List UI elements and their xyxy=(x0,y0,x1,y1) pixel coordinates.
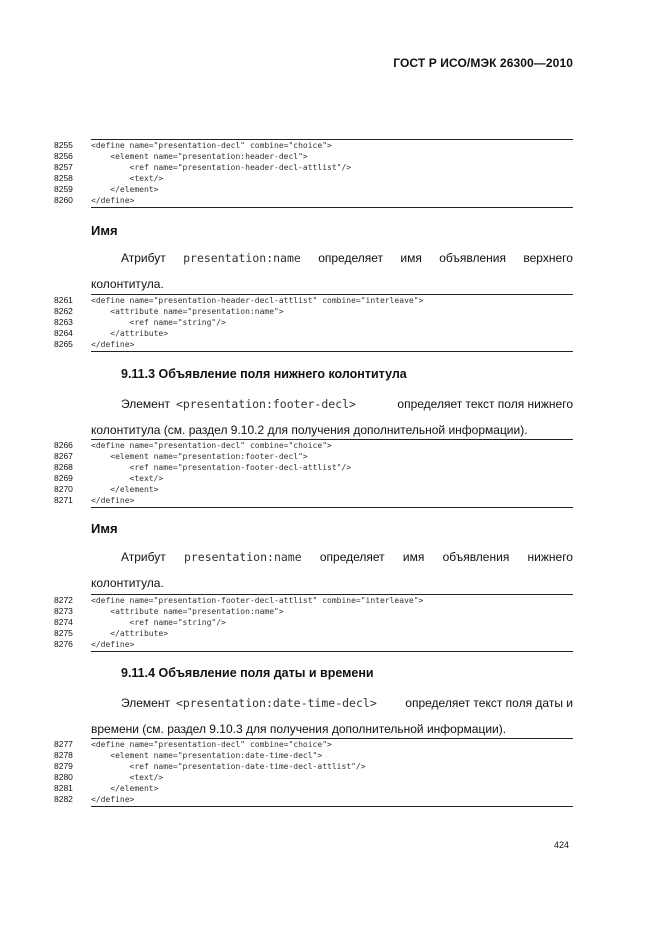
element-name-code: <presentation:footer-decl> xyxy=(175,397,356,411)
para1-word: верхнего xyxy=(523,251,573,265)
line-number: 8257 xyxy=(54,162,73,172)
para3-word: Атрибут xyxy=(121,550,166,564)
document-header: ГОСТ Р ИСО/МЭК 26300—2010 xyxy=(393,56,573,70)
line-number: 8270 xyxy=(54,484,73,494)
code-line: </define> xyxy=(91,340,135,349)
attribute-name-code: presentation:name xyxy=(183,550,302,564)
para1-word: имя xyxy=(400,251,422,265)
line-number: 8273 xyxy=(54,606,73,616)
code-area xyxy=(91,738,573,807)
line-number: 8266 xyxy=(54,440,73,450)
line-number: 8261 xyxy=(54,295,73,305)
code-block-5 xyxy=(54,738,573,808)
line-number: 8262 xyxy=(54,306,73,316)
line-number: 8279 xyxy=(54,761,73,771)
code-line: <text/> xyxy=(91,174,164,183)
para1-word: Атрибут xyxy=(121,251,166,265)
code-line: <define name="presentation-footer-decl-attlist" combine="interleave"> xyxy=(91,596,424,605)
code-line: <text/> xyxy=(91,773,164,782)
code-block-2 xyxy=(54,294,573,353)
code-area xyxy=(91,594,573,652)
code-line: <define name="presentation-header-decl-attlist" combine="interleave"> xyxy=(91,296,424,305)
code-line: <element name="presentation:date-time-decl"> xyxy=(91,751,323,760)
para1-word: объявления xyxy=(439,251,506,265)
line-number: 8258 xyxy=(54,173,73,183)
code-line: </element> xyxy=(91,485,159,494)
line-number: 8265 xyxy=(54,339,73,349)
paragraph-4 xyxy=(91,690,573,742)
line-number: 8259 xyxy=(54,184,73,194)
code-line: <element name="presentation:footer-decl"> xyxy=(91,452,308,461)
code-line: </define> xyxy=(91,496,135,505)
code-line: <ref name="presentation-date-time-decl-attlist"/> xyxy=(91,762,366,771)
line-number: 8263 xyxy=(54,317,73,327)
para4-word: Элемент xyxy=(121,696,170,710)
line-number: 8280 xyxy=(54,772,73,782)
code-line: <ref name="presentation-header-decl-attlist"/> xyxy=(91,163,352,172)
name-heading-1: Имя xyxy=(91,223,118,238)
code-area xyxy=(91,294,573,352)
code-block-1 xyxy=(54,139,573,209)
line-number: 8281 xyxy=(54,783,73,793)
code-line: <ref name="presentation-footer-decl-attlist"/> xyxy=(91,463,352,472)
line-number: 8255 xyxy=(54,140,73,150)
code-line: </define> xyxy=(91,795,135,804)
para1-line2: колонтитула. xyxy=(91,277,164,291)
attribute-name-code: presentation:name xyxy=(183,251,301,265)
code-line: <ref name="string"/> xyxy=(91,618,226,627)
section-heading-9-11-4: 9.11.4 Объявление поля даты и времени xyxy=(121,666,374,680)
code-line: </define> xyxy=(91,640,135,649)
para3-line2: колонтитула. xyxy=(91,576,164,590)
line-number: 8264 xyxy=(54,328,73,338)
code-block-3 xyxy=(54,439,573,509)
line-number: 8256 xyxy=(54,151,73,161)
para1-word: определяет xyxy=(318,251,384,265)
code-line: <define name="presentation-decl" combine="choice"> xyxy=(91,441,332,450)
code-area xyxy=(91,439,573,508)
paragraph-3 xyxy=(91,544,573,596)
para3-word: определяет xyxy=(319,550,385,564)
line-number: 8274 xyxy=(54,617,73,627)
line-number: 8276 xyxy=(54,639,73,649)
code-line: <text/> xyxy=(91,474,164,483)
para4-word: определяет текст поля даты и xyxy=(405,696,573,710)
line-number: 8267 xyxy=(54,451,73,461)
line-number: 8282 xyxy=(54,794,73,804)
code-line: </attribute> xyxy=(91,629,169,638)
line-number: 8272 xyxy=(54,595,73,605)
line-number: 8278 xyxy=(54,750,73,760)
code-line: <ref name="string"/> xyxy=(91,318,226,327)
element-name-code: <presentation:date-time-decl> xyxy=(175,696,377,710)
line-number: 8275 xyxy=(54,628,73,638)
code-line: <attribute name="presentation:name"> xyxy=(91,307,284,316)
code-area xyxy=(91,139,573,208)
code-line: <define name="presentation-decl" combine="choice"> xyxy=(91,740,332,749)
code-line: <attribute name="presentation:name"> xyxy=(91,607,284,616)
code-line: </element> xyxy=(91,784,159,793)
section-heading-9-11-3: 9.11.3 Объявление поля нижнего колонтитула xyxy=(121,367,407,381)
para2-line2: колонтитула (см. раздел 9.10.2 для получения дополнительной информации). xyxy=(91,423,528,437)
code-line: <define name="presentation-decl" combine="choice"> xyxy=(91,141,332,150)
page-number: 424 xyxy=(553,840,569,850)
para2-word: Элемент xyxy=(121,397,170,411)
code-block-4 xyxy=(54,594,573,653)
line-number: 8271 xyxy=(54,495,73,505)
para3-word: объявления xyxy=(442,550,510,564)
line-number: 8277 xyxy=(54,739,73,749)
paragraph-1 xyxy=(91,245,573,297)
name-heading-2: Имя xyxy=(91,521,118,536)
paragraph-2 xyxy=(91,391,573,443)
para3-word: имя xyxy=(402,550,425,564)
code-line: </attribute> xyxy=(91,329,169,338)
code-line: <element name="presentation:header-decl"> xyxy=(91,152,308,161)
code-line: </element> xyxy=(91,185,159,194)
line-number: 8260 xyxy=(54,195,73,205)
line-number: 8268 xyxy=(54,462,73,472)
para3-word: нижнего xyxy=(527,550,573,564)
para2-word: определяет текст поля нижнего xyxy=(397,397,573,411)
code-line: </define> xyxy=(91,196,135,205)
line-number: 8269 xyxy=(54,473,73,483)
para4-line2: времени (см. раздел 9.10.3 для получения дополнительной информации). xyxy=(91,722,507,736)
